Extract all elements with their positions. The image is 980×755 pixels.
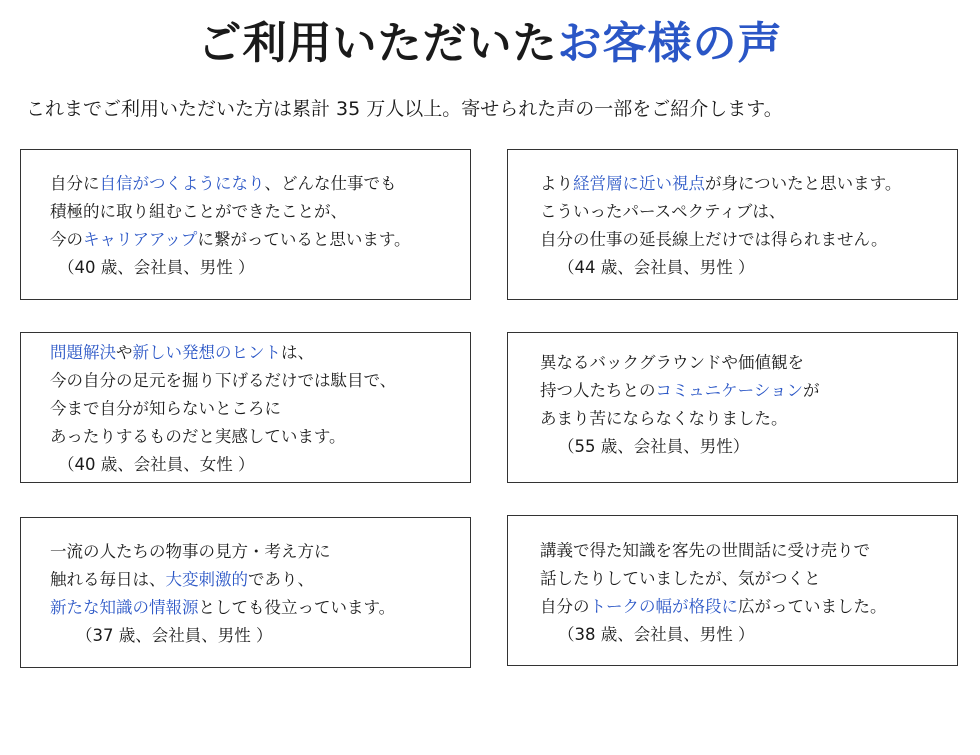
highlighted-phrase: キャリアアップ xyxy=(83,230,198,249)
text-segment: 一流の人たちの物事の見方・考え方に xyxy=(50,542,331,561)
testimonial-card xyxy=(20,517,471,668)
testimonial-text xyxy=(50,170,411,282)
testimonial-card xyxy=(507,149,958,300)
text-segment: 話したりしていましたが、気がつくと xyxy=(540,569,821,588)
text-segment: 触れる毎日は、 xyxy=(50,570,166,589)
highlighted-phrase: トークの幅が格段に xyxy=(589,597,738,616)
testimonial-attribution: （37 歳、会社員、男性 ） xyxy=(76,626,273,645)
testimonial-line xyxy=(50,170,411,198)
testimonial-line xyxy=(540,198,901,226)
text-segment: 、どんな仕事でも xyxy=(264,174,397,193)
highlighted-phrase: コミュニケーション xyxy=(655,381,804,400)
text-segment: 今の xyxy=(50,230,83,249)
testimonial-line xyxy=(50,367,396,395)
text-segment: 自分の仕事の延長線上だけでは得られません。 xyxy=(540,230,888,249)
text-segment: 持つ人たちとの xyxy=(540,381,656,400)
testimonial-line xyxy=(50,538,395,566)
text-segment: 今の自分の足元を掘り下げるだけでは駄目で、 xyxy=(50,371,397,390)
text-segment: こういったパースペクティブは、 xyxy=(540,202,786,221)
highlighted-phrase: 自信がつくようになり xyxy=(99,174,265,193)
page-title-main: ご利用いただいた xyxy=(197,18,558,69)
text-segment: 自分の xyxy=(540,597,590,616)
text-segment: は、 xyxy=(281,343,314,362)
text-segment: 異なるバックグラウンドや価値観を xyxy=(540,353,804,372)
page-title xyxy=(0,14,980,74)
testimonial-attribution: （55 歳、会社員、男性） xyxy=(558,437,750,456)
highlighted-phrase: 経営層に近い視点 xyxy=(573,174,705,193)
testimonial-line xyxy=(540,593,887,621)
testimonial-line xyxy=(540,377,820,405)
testimonial-card xyxy=(507,332,958,483)
testimonial-text xyxy=(50,538,395,650)
text-segment: 積極的に取り組むことができたことが、 xyxy=(50,202,347,221)
text-segment: 講義で得た知識を客先の世間話に受け売りで xyxy=(540,541,870,560)
highlighted-phrase: 問題解決 xyxy=(50,343,116,362)
testimonial-card xyxy=(20,149,471,300)
testimonial-attribution: （40 歳、会社員、男性 ） xyxy=(58,258,255,277)
testimonial-text xyxy=(540,349,820,461)
testimonial-line xyxy=(540,565,887,593)
page-subtitle: これまでご利用いただいた方は累計 35 万人以上。寄せられた声の一部をご紹介します。 xyxy=(26,98,783,120)
text-segment: 今まで自分が知らないところに xyxy=(50,399,281,418)
testimonial-attribution: （38 歳、会社員、男性 ） xyxy=(558,625,755,644)
text-segment: であり、 xyxy=(248,570,314,589)
testimonial-text xyxy=(540,537,887,649)
text-segment: 広がっていました。 xyxy=(738,597,887,616)
testimonial-card xyxy=(507,515,958,666)
testimonial-card xyxy=(20,332,471,483)
text-segment: としても役立っています。 xyxy=(198,598,396,617)
testimonial-text xyxy=(50,339,396,479)
testimonial-line xyxy=(540,226,901,254)
testimonial-line xyxy=(50,594,395,622)
testimonial-line xyxy=(540,170,901,198)
testimonial-line xyxy=(50,226,411,254)
testimonial-line xyxy=(50,423,396,451)
text-segment: が xyxy=(803,381,820,400)
testimonial-line xyxy=(50,198,411,226)
testimonial-text xyxy=(540,170,901,282)
testimonial-line xyxy=(540,405,820,433)
text-segment: が身についたと思います。 xyxy=(705,174,902,193)
testimonial-line xyxy=(50,339,396,367)
page-title-accent: お客様の声 xyxy=(557,18,783,69)
text-segment: あったりするものだと実感しています。 xyxy=(50,427,346,446)
highlighted-phrase: 新たな知識の情報源 xyxy=(50,598,199,617)
text-segment: に繋がっていると思います。 xyxy=(197,230,411,249)
testimonial-attribution: （44 歳、会社員、男性 ） xyxy=(558,258,755,277)
highlighted-phrase: 新しい発想のヒント xyxy=(132,343,281,362)
testimonial-line xyxy=(540,349,820,377)
text-segment: 自分に xyxy=(50,174,100,193)
text-segment: や xyxy=(116,343,133,362)
testimonial-attribution: （40 歳、会社員、女性 ） xyxy=(58,455,255,474)
text-segment: あまり苦にならなくなりました。 xyxy=(540,409,788,428)
testimonial-line xyxy=(50,395,396,423)
testimonial-line xyxy=(540,537,887,565)
testimonial-line xyxy=(50,566,395,594)
text-segment: より xyxy=(540,174,573,193)
highlighted-phrase: 大変刺激的 xyxy=(165,570,248,589)
